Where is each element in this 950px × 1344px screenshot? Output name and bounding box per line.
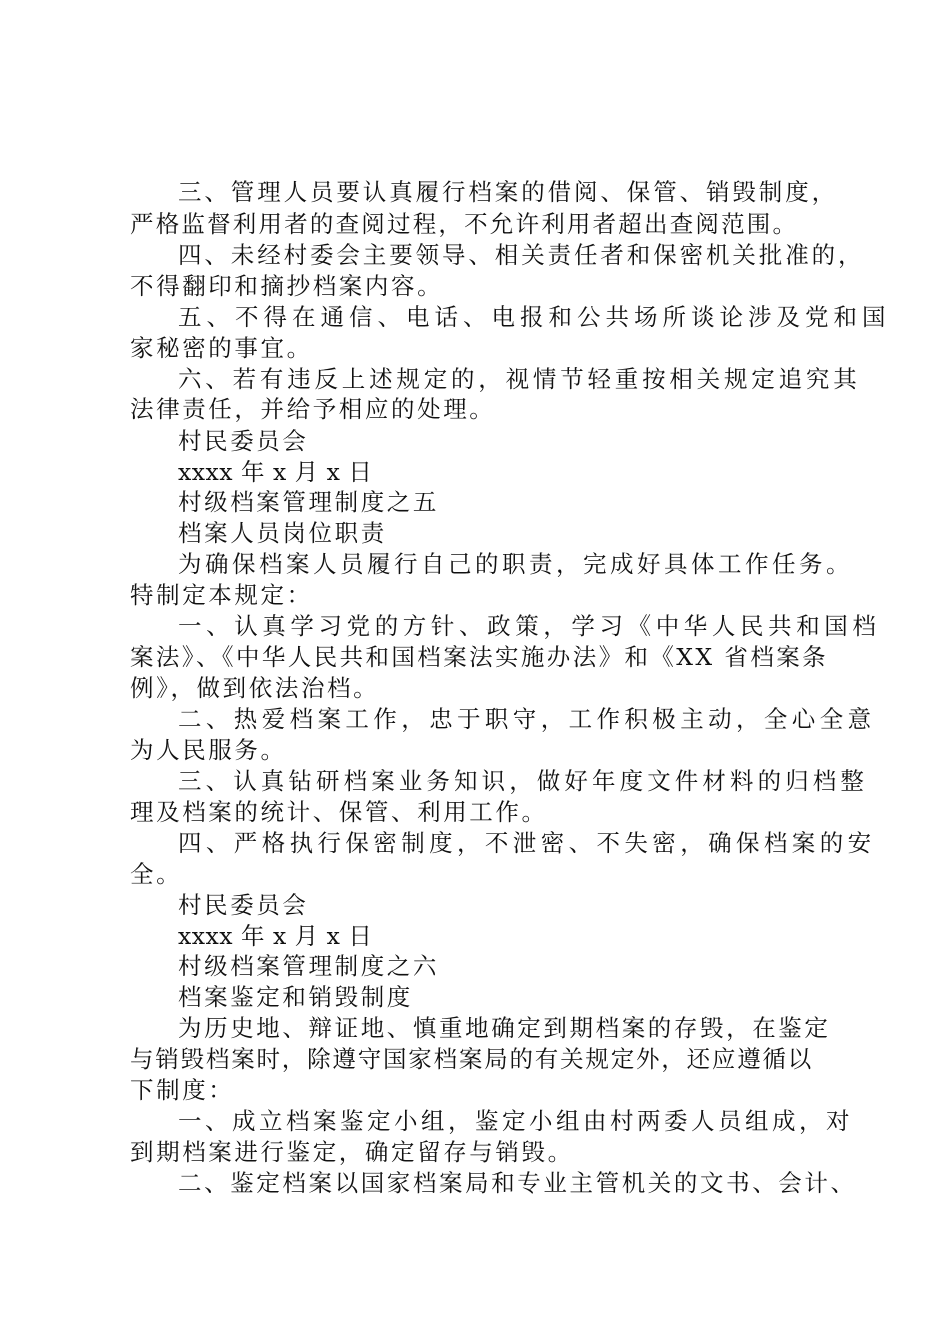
section-subtitle: 档案鉴定和销毁制度 <box>178 983 413 1011</box>
text-line: 下制度： <box>130 1076 235 1104</box>
text-line: 六、若有违反上述规定的，视情节轻重按相关规定追究其 <box>178 365 861 393</box>
text-line: 到期档案进行鉴定，确定留存与销毁。 <box>130 1138 574 1166</box>
text-line: 为历史地、辩证地、慎重地确定到期档案的存毁，在鉴定 <box>178 1014 831 1042</box>
text-line: 不得翻印和摘抄档案内容。 <box>130 272 444 300</box>
signature-date: xxxx 年 x 月 x 日 <box>178 458 373 486</box>
signature-organization: 村民委员会 <box>178 891 309 919</box>
text-line: 理及档案的统计、保管、利用工作。 <box>130 798 548 826</box>
section-title: 村级档案管理制度之六 <box>178 952 439 980</box>
text-line: 二、鉴定档案以国家档案局和专业主管机关的文书、会计、 <box>178 1169 857 1197</box>
text-line: 与销毁档案时，除遵守国家档案局的有关规定外，还应遵循以 <box>130 1045 814 1073</box>
text-line: 特制定本规定： <box>130 581 313 609</box>
signature-organization: 村民委员会 <box>178 427 309 455</box>
text-line: 三、管理人员要认真履行档案的借阅、保管、销毁制度， <box>178 178 838 206</box>
text-line: 为确保档案人员履行自己的职责，完成好具体工作任务。 <box>178 550 853 578</box>
text-line: 严格监督利用者的查阅过程，不允许利用者超出查阅范围。 <box>130 210 799 238</box>
text-line: 案法》、《中华人民共和国档案法实施办法》和《XX 省档案条 <box>130 643 829 671</box>
text-line: 全。 <box>130 860 183 888</box>
text-line: 五、不得在通信、电话、电报和公共场所谈论涉及党和国 <box>178 303 891 331</box>
text-line: 四、未经村委会主要领导、相关责任者和保密机关批准的， <box>178 241 865 269</box>
section-title: 村级档案管理制度之五 <box>178 488 439 516</box>
text-line: 家秘密的事宜。 <box>130 334 313 362</box>
signature-date: xxxx 年 x 月 x 日 <box>178 922 373 950</box>
section-subtitle: 档案人员岗位职责 <box>178 519 387 547</box>
text-line: 一、成立档案鉴定小组，鉴定小组由村两委人员组成，对 <box>178 1107 853 1135</box>
text-line: 法律责任，并给予相应的处理。 <box>130 395 496 423</box>
text-line: 为人民服务。 <box>130 736 287 764</box>
text-line: 二、热爱档案工作，忠于职守，工作积极主动，全心全意 <box>178 705 876 733</box>
text-line: 四、严格执行保密制度，不泄密、不失密，确保档案的安 <box>178 829 876 857</box>
text-line: 三、认真钻研档案业务知识，做好年度文件材料的归档整 <box>178 767 868 795</box>
text-line: 一、认真学习党的方针、政策，学习《中华人民共和国档 <box>178 612 881 640</box>
text-line: 例》，做到依法治档。 <box>130 674 380 702</box>
